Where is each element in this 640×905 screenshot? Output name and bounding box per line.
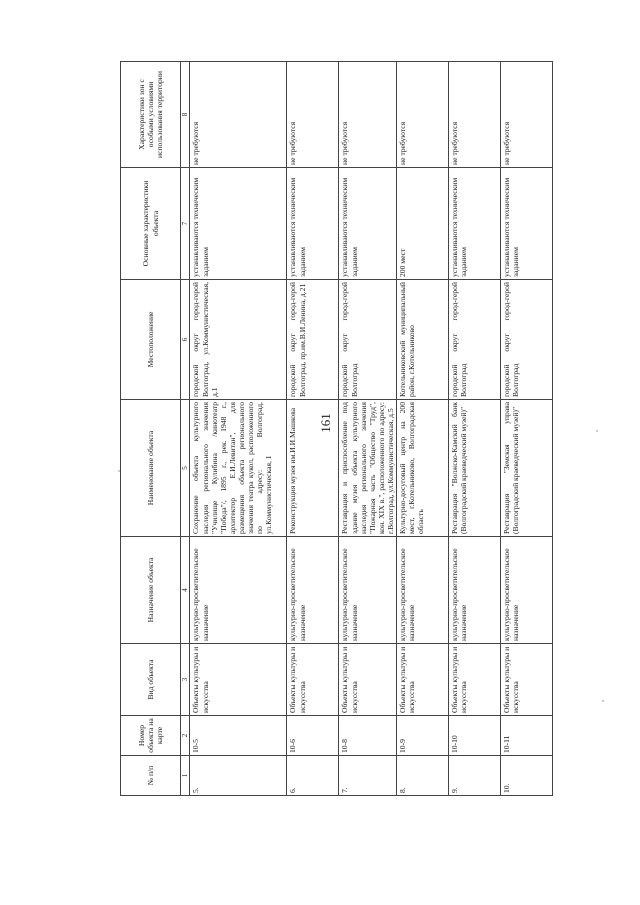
object-purpose: культурно-просветительское назначение: [287, 537, 339, 644]
row-index: 6.: [287, 756, 339, 796]
header-cell: Местоположение: [121, 280, 181, 400]
object-name: Сохранение объекта культурного наследия регионального значения "Училище Кулибина /кинотеатр "Победа"/, 1895 г., рек. 1948 г., архитектор Е.И.Левитан", для размещения объекта регионального значения театра кукол, расположенного по адресу: Волгоград, ул.Коммунистическая, 1: [190, 400, 287, 537]
objects-table: [120, 61, 553, 796]
object-characteristics: 200 мест: [397, 168, 449, 280]
table-row: [190, 62, 287, 796]
column-number: 1: [181, 756, 190, 796]
header-cell: Основные характеристики объекта: [121, 168, 181, 280]
object-purpose: культурно-просветительское назначение: [190, 537, 287, 644]
page-number: 161: [318, 413, 333, 433]
object-location: городской округ город-герой Волгоград, пр.им.В.И.Ленина, д.21: [287, 280, 339, 400]
zone-characteristics: не требуются: [287, 62, 339, 168]
header-cell: Номер объекта на карте: [121, 716, 181, 756]
map-number: 10-9: [397, 716, 449, 756]
table-row: [339, 62, 397, 796]
column-number: 6: [181, 280, 190, 400]
header-row: [121, 62, 181, 796]
scan-speck: [596, 430, 598, 432]
object-type: Объекты культуры и искусства: [287, 644, 339, 716]
object-location: городской округ город-герой Волгоград, ул.Коммунистическая, д.1: [190, 280, 287, 400]
object-type: Объекты культуры и искусства: [449, 644, 501, 716]
header-cell: Характеристики зон с особыми условиями использования территории: [121, 62, 181, 168]
zone-characteristics: не требуются: [449, 62, 501, 168]
map-number: 10-5: [190, 716, 287, 756]
column-number-row: [181, 62, 190, 796]
map-number: 10-11: [501, 716, 553, 756]
header-cell: Назначение объекта: [121, 537, 181, 644]
object-location: Котельниковский муниципальный район, г.Котельниково: [397, 280, 449, 400]
object-characteristics: устанавливаются техническим заданием: [501, 168, 553, 280]
object-purpose: культурно-просветительское назначение: [501, 537, 553, 644]
column-number: 4: [181, 537, 190, 644]
column-number: 5: [181, 400, 190, 537]
object-characteristics: устанавливаются техническим заданием: [287, 168, 339, 280]
header-cell: № п/п: [121, 756, 181, 796]
column-number: 2: [181, 716, 190, 756]
object-name: Культурно-досуговый центр на 200 мест, г.Котельниково, Волгоградская область: [397, 400, 449, 537]
zone-characteristics: не требуются: [501, 62, 553, 168]
row-index: 9.: [449, 756, 501, 796]
zone-characteristics: не требуются: [397, 62, 449, 168]
object-name: Реставрация "Земская управа (Волгоградский краеведческий музей)": [501, 400, 553, 537]
scan-speck: [602, 700, 604, 702]
row-index: 5.: [190, 756, 287, 796]
table-row: [449, 62, 501, 796]
object-characteristics: устанавливаются техническим заданием: [449, 168, 501, 280]
header-cell: Наименование объекта: [121, 400, 181, 537]
map-number: 10-6: [287, 716, 339, 756]
object-location: городской округ город-герой Волгоград: [501, 280, 553, 400]
row-index: 10.: [501, 756, 553, 796]
object-location: городской округ город-герой Волгоград: [449, 280, 501, 400]
object-location: городской округ город-герой Волгоград: [339, 280, 397, 400]
object-type: Объекты культуры и искусства: [501, 644, 553, 716]
object-name: Реконструкция музея им.И.И.Машкова: [287, 400, 339, 537]
object-name: Реставрация и приспособление под здание музея объекта культурного наследия регионального значения "Пожарная часть "Общество "Труд", кон. XIX в.", расположенного по адресу: г.Волгоград, ул.Коммунистическая, д.5: [339, 400, 397, 537]
object-name: Реставрация "Волжско-Камский банк (Волгоградский краеведческий музей)": [449, 400, 501, 537]
rotated-table-container: [120, 62, 521, 796]
object-type: Объекты культуры и искусства: [190, 644, 287, 716]
zone-characteristics: не требуются: [190, 62, 287, 168]
column-number: 8: [181, 62, 190, 168]
object-characteristics: устанавливаются техническим заданием: [190, 168, 287, 280]
object-purpose: культурно-просветительское назначение: [449, 537, 501, 644]
object-type: Объекты культуры и искусства: [339, 644, 397, 716]
header-cell: Вид объекта: [121, 644, 181, 716]
table-row: [397, 62, 449, 796]
object-purpose: культурно-просветительское назначение: [397, 537, 449, 644]
table-row: [287, 62, 339, 796]
map-number: 10-8: [339, 716, 397, 756]
table-row: [501, 62, 553, 796]
zone-characteristics: не требуются: [339, 62, 397, 168]
row-index: 8.: [397, 756, 449, 796]
object-purpose: культурно-просветительское назначение: [339, 537, 397, 644]
object-type: Объекты культуры и искусства: [397, 644, 449, 716]
row-index: 7.: [339, 756, 397, 796]
object-characteristics: устанавливаются техническим заданием: [339, 168, 397, 280]
map-number: 10-10: [449, 716, 501, 756]
scan-speck: [118, 470, 120, 472]
column-number: 7: [181, 168, 190, 280]
column-number: 3: [181, 644, 190, 716]
